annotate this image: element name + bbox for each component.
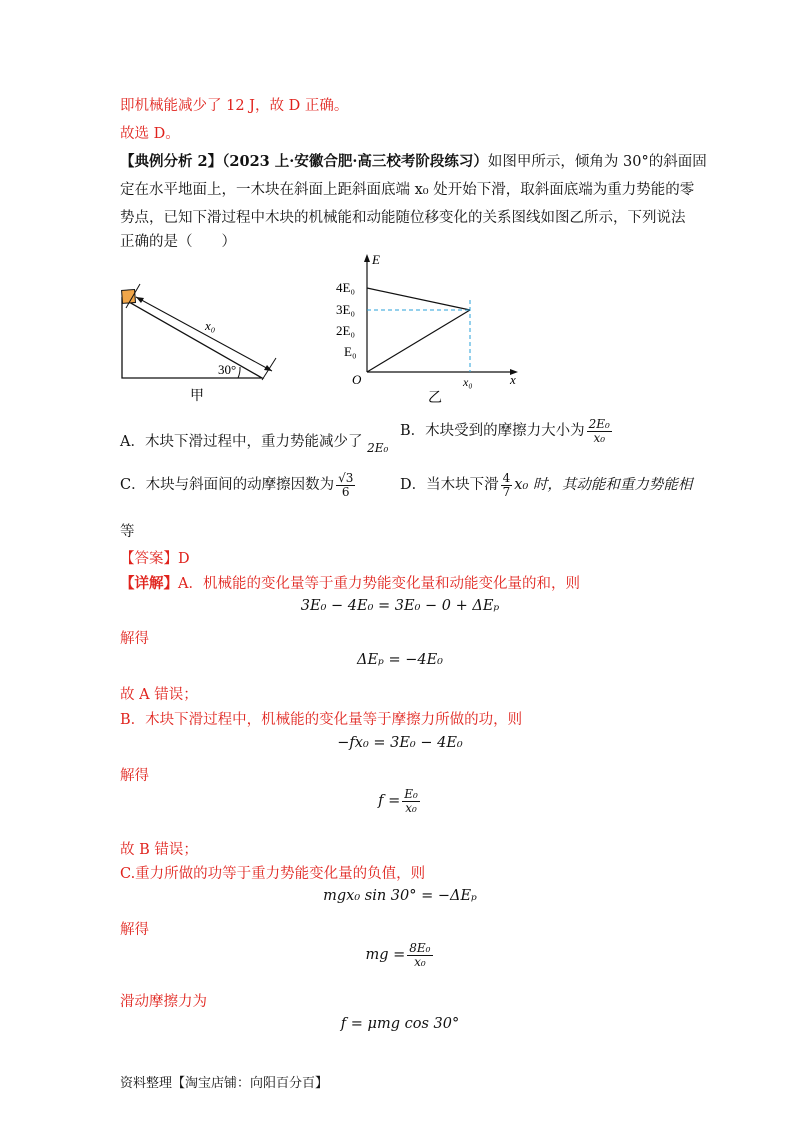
- option-c: C．木块与斜面间的动摩擦因数为 $\frac{√3}{6}$: [120, 471, 354, 499]
- option-b: B．木块受到的摩擦力大小为 $\frac{\text{2E₀}}{\text{x₀}}$: [400, 417, 610, 445]
- incline-figure: [110, 280, 310, 405]
- detail-a: 【详解】A．机械能的变化量等于重力势能变化量和动能变化量的和，则: [120, 575, 580, 592]
- option-a: A．木块下滑过程中，重力势能减少了 $_{2E_0}$: [120, 434, 389, 455]
- conclusion-a: 故 A 错误；: [120, 687, 198, 703]
- x-axis-label: x: [510, 372, 516, 387]
- y-tick-label: 3E₀: [336, 302, 355, 317]
- example-line-1: [120, 150, 707, 171]
- equation-4: f = $\frac{\text{E₀}}{\text{x₀}}$: [378, 787, 418, 815]
- equation-2: ΔEₚ = −4E₀: [357, 652, 443, 668]
- equation-7: f = μmg cos 30°: [340, 1016, 460, 1032]
- x-tick-label: x₀: [463, 375, 473, 389]
- example-line-2: 定在水平地面上，一木块在斜面上距斜面底端 x₀ 处开始下滑，取斜面底端为重力势能的零: [120, 182, 695, 198]
- length-label: x₀: [205, 318, 216, 333]
- conclusion-b: 故 B 错误；: [120, 842, 198, 858]
- equation-5: mgx₀ sin 30° = −ΔEₚ: [323, 888, 477, 904]
- detail-c: C.重力所做的功等于重力势能变化量的负值，则: [120, 866, 426, 882]
- solve-label: 解得: [120, 631, 149, 647]
- y-axis-label: E: [372, 252, 380, 267]
- figure-caption-right: 乙: [428, 391, 442, 406]
- equation-6: mg = $\frac{\text{8E₀}}{\text{x₀}}$: [365, 941, 431, 969]
- y-tick-label: 4E₀: [336, 280, 355, 295]
- angle-label: 30°: [218, 362, 237, 377]
- footer-note: 资料整理【淘宝店铺：向阳百分百】: [120, 1076, 329, 1091]
- answer: 【答案】D: [120, 551, 190, 567]
- equation-3: −fx₀ = 3E₀ − 4E₀: [337, 735, 463, 751]
- solve-label: 解得: [120, 922, 149, 938]
- text-line: 即机械能减少了 12 J，故 D 正确。: [120, 98, 349, 114]
- solve-label: 解得: [120, 768, 149, 784]
- origin-label: O: [352, 372, 362, 387]
- example-tag: 【典例分析 2】: [120, 153, 223, 170]
- figure-caption-left: 甲: [190, 389, 204, 404]
- detail-b: B．木块下滑过程中，机械能的变化量等于摩擦力所做的功，则: [120, 712, 523, 728]
- example-source: （2023 上·安徽合肥·高三校考阶段练习）: [222, 153, 488, 170]
- energy-graph: [330, 250, 530, 410]
- slide-friction-label: 滑动摩擦力为: [120, 994, 207, 1010]
- option-d: D．当木块下滑 $\frac{4}{7}$ x₀ 时，其动能和重力势能相: [400, 471, 693, 499]
- equation-1: 3E₀ − 4E₀ = 3E₀ − 0 + ΔEₚ: [300, 598, 500, 614]
- example-line-4: 正确的是（ ）: [120, 234, 236, 250]
- example-text: 如图甲所示，倾角为 30°的斜面固: [487, 154, 707, 170]
- option-d-continued: 等: [120, 524, 135, 540]
- y-tick-label: E₀: [344, 344, 357, 359]
- y-tick-label: 2E₀: [336, 323, 355, 338]
- text-line: 故选 D。: [120, 126, 180, 142]
- example-line-3: 势点，已知下滑过程中木块的机械能和动能随位移变化的关系图线如图乙所示，下列说法: [120, 210, 686, 226]
